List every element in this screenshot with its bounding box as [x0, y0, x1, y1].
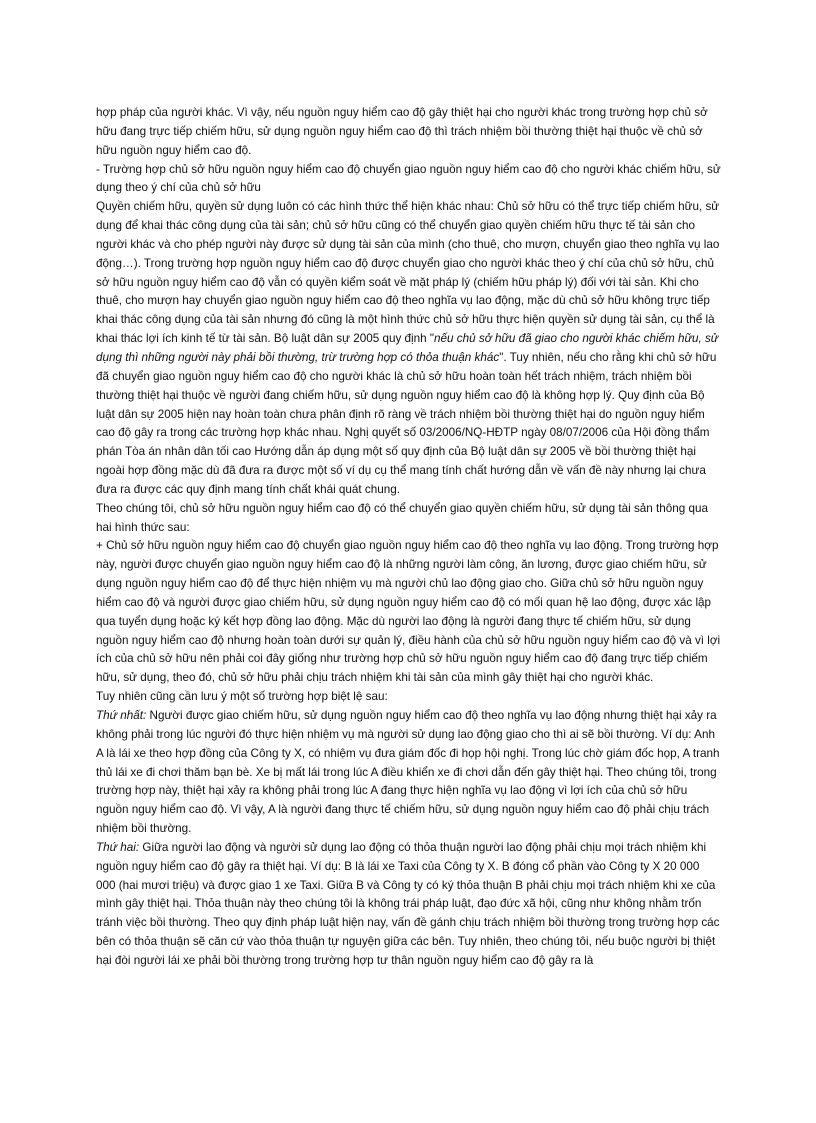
- case-text-first: Người được giao chiếm hữu, sử dụng nguồn nguy hiểm cao độ theo nghĩa vụ lao động nhưng thiệt hại xảy ra không phải trong lúc người đó thực hiện nhiệm vụ mà người sử dụng lao động giao cho thì ai sẽ bồi thường. Ví dụ: Anh A là lái xe theo hợp đồng của Công ty X, có nhiệm vụ đưa giám đốc đi họp hội nghị. Trong lúc chờ giám đốc họp, A tranh thủ lái xe đi chơi thăm bạn bè. Xe bị mất lái trong lúc A điều khiển xe đi chơi dẫn đến gây thiệt hại. Theo chúng tôi, trong trường hợp này, thiệt hại xảy ra không phải trong lúc A đang thực hiện nghĩa vụ lao động vì lợi ích của chủ sở hữu nguồn nguy hiểm cao độ. Vì vậy, A là người đang thực tế chiếm hữu, sử dụng nguồn nguy hiểm cao độ phải chịu trách nhiệm bồi thường.: [96, 709, 720, 836]
- document-page: [96, 104, 722, 971]
- paragraph-7: [96, 707, 722, 839]
- paragraph-3-text-b: ". Tuy nhiên, nếu cho rằng khi chủ sở hữu đã chuyển giao nguồn nguy hiểm cao độ cho người khác là chủ sở hữu hoàn toàn hết trách nhiệm, trách nhiệm bồi thường thiệt hại thuộc về người đang chiếm hữu, sử dụng nguồn nguy hiểm cao độ là không hợp lý. Quy định của Bộ luật dân sự 2005 hiện nay hoàn toàn chưa phân định rõ ràng về trách nhiệm bồi thường thiệt hại do nguồn nguy hiểm cao độ gây ra trong các trường hợp khác nhau. Nghị quyết số 03/2006/NQ-HĐTP ngày 08/07/2006 của Hội đồng thẩm phán Tòa án nhân dân tối cao Hướng dẫn áp dụng một số quy định của Bộ luật dân sự 2005 về bồi thường thiệt hại ngoài hợp đồng mặc dù đã đưa ra được một số ví dụ cụ thể mang tính chất hướng dẫn về vấn đề này nhưng lại chưa đưa ra được các quy định mang tính chất khái quát chung.: [96, 350, 717, 496]
- legal-quote: nếu chủ sở hữu đã giao cho người khác chiếm hữu, sử dụng thì những người này phải bồi thường, trừ trường hợp có thỏa thuận khác: [96, 332, 719, 364]
- paragraph-4: Theo chúng tôi, chủ sở hữu nguồn nguy hiểm cao độ có thể chuyển giao quyền chiếm hữu, sử dụng tài sản thông qua hai hình thức sau:: [96, 501, 709, 534]
- paragraph-8: [96, 839, 722, 971]
- paragraph-1: hợp pháp của người khác. Vì vậy, nếu nguồn nguy hiểm cao độ gây thiệt hại cho người khác trong trường hợp chủ sở hữu đang trực tiếp chiếm hữu, sử dụng nguồn nguy hiểm cao độ thì trách nhiệm bồi thường thiệt hại thuộc về chủ sở hữu nguồn nguy hiểm cao độ.: [96, 106, 708, 157]
- case-text-second: Giữa người lao động và người sử dụng lao động có thỏa thuận người lao động phải chịu mọi trách nhiệm khi nguồn nguy hiểm cao độ gây ra thiệt hại. Ví dụ: B là lái xe Taxi của Công ty X. B đóng cổ phần vào Công ty X 20 000 000 (hai mươi triệu) và được giao 1 xe Taxi. Giữa B và Công ty có ký thỏa thuận B phải chịu mọi trách nhiệm khi xe của mình gây thiệt hại. Thỏa thuận này theo chúng tôi là không trái pháp luật, đạo đức xã hội, cũng như không nhằm trốn tránh việc bồi thường. Theo quy định pháp luật hiện nay, vấn đề gánh chịu trách nhiệm bồi thường trong trường hợp các bên có thỏa thuận sẽ căn cứ vào thỏa thuận tự nguyện giữa các bên. Tuy nhiên, theo chúng tôi, nếu buộc người bị thiệt hại đòi người lái xe phải bồi thường trong trường hợp tư thân nguồn nguy hiểm cao độ gây ra là: [96, 840, 720, 967]
- paragraph-3: [96, 198, 722, 500]
- paragraph-2: - Trường hợp chủ sở hữu nguồn nguy hiểm cao độ chuyển giao nguồn nguy hiểm cao độ cho người khác chiếm hữu, sử dụng theo ý chí của chủ sở hữu: [96, 162, 721, 195]
- case-label-second: Thứ hai:: [96, 840, 140, 854]
- case-label-first: Thứ nhất:: [96, 709, 147, 722]
- paragraph-5: + Chủ sở hữu nguồn nguy hiểm cao độ chuyển giao nguồn nguy hiểm cao độ theo nghĩa vụ lao động. Trong trường hợp này, người được chuyển giao nguồn nguy hiểm cao độ là những người làm công, ăn lương, được giao chiếm hữu, sử dụng nguồn nguy hiểm cao độ để thực hiện nhiệm vụ mà người chủ lao động giao cho. Giữa chủ sở hữu nguồn nguy hiểm cao độ và người được giao chiếm hữu, sử dụng nguồn nguy hiểm cao độ có mối quan hệ lao động, được xác lập qua tuyển dụng hoặc ký kết hợp đồng lao động. Mặc dù người lao động là người đang thực tế chiếm hữu, sử dụng nguồn nguy hiểm cao độ nhưng hoàn toàn dưới sự quản lý, điều hành của chủ sở hữu nguồn nguy hiểm cao độ và vì lợi ích của chủ sở hữu nên phải coi đây giống như trường hợp chủ sở hữu nguồn nguy hiểm cao độ đang trực tiếp chiếm hữu, sử dụng, theo đó, chủ sở hữu phải chịu trách nhiệm khi tài sản của mình gây thiệt hại cho người khác.: [96, 539, 721, 685]
- paragraph-6: Tuy nhiên cũng cần lưu ý một số trường hợp biệt lệ sau:: [96, 690, 388, 704]
- paragraph-3-text-a: Quyền chiếm hữu, quyền sử dụng luôn có các hình thức thể hiện khác nhau: Chủ sở hữu có thể trực tiếp chiếm hữu, sử dụng để khai thác công dụng của tài sản; chủ sở hữu cũng có thể chuyển giao quyền chiếm hữu thực tế tài sản cho người khác và cho phép người này được sử dụng tài sản của mình (cho thuê, cho mượn, chuyển giao theo nghĩa vụ lao động…). Trong trường hợp nguồn nguy hiểm cao độ được chuyển giao cho người khác theo ý chí của chủ sở hữu, chủ sở hữu nguồn nguy hiểm cao độ vẫn có quyền kiểm soát về mặt pháp lý (chiếm hữu pháp lý) đối với tài sản. Khi cho thuê, cho mượn hay chuyển giao nguồn nguy hiểm cao độ theo nghĩa vụ lao động, mặc dù chủ sở hữu không trực tiếp khai thác công dụng của tài sản nhưng đó cũng là một hình thức chủ sở hữu thực hiện quyền sử dụng tài sản, cụ thể là khai thác lợi ích kinh tế từ tài sản. Bộ luật dân sự 2005 quy định ": [96, 200, 720, 346]
